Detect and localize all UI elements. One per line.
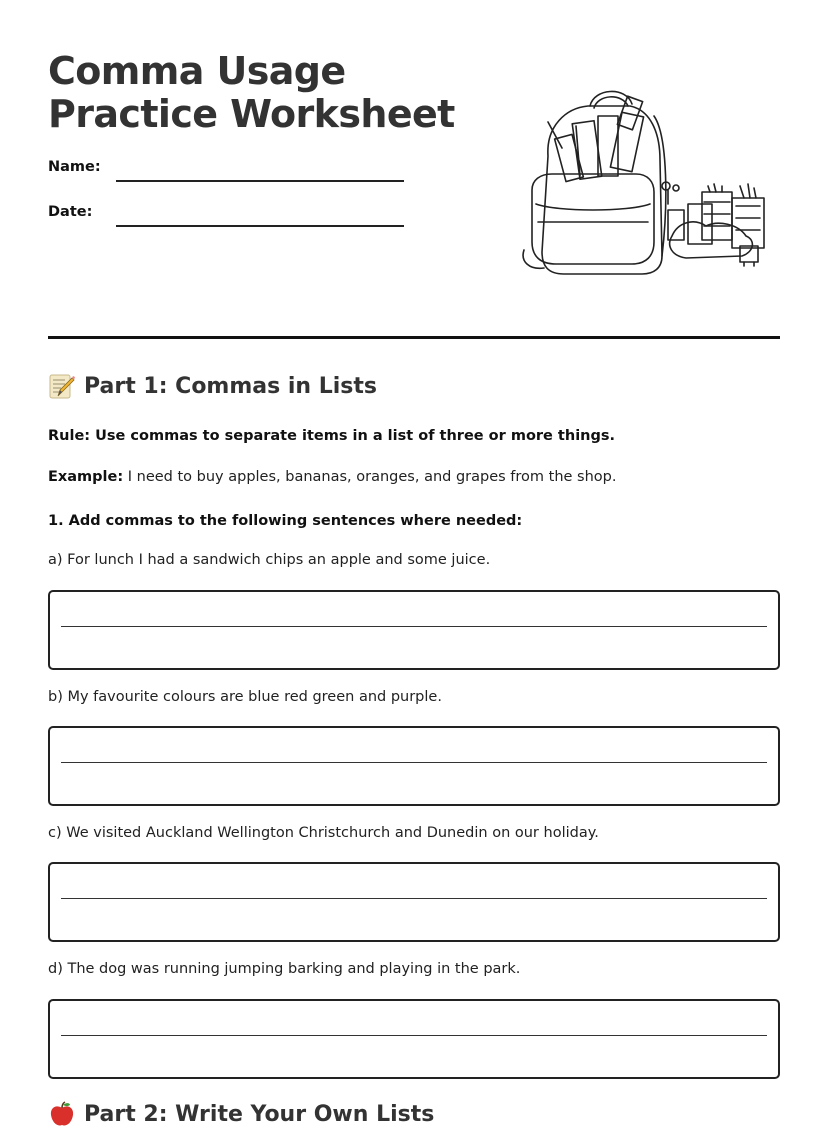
answer-box-d[interactable] bbox=[48, 999, 780, 1079]
pencil-memo-icon bbox=[48, 372, 76, 400]
answer-line bbox=[61, 626, 767, 627]
part2-heading bbox=[48, 1100, 434, 1128]
part1-heading bbox=[48, 372, 377, 400]
example-label: Example: bbox=[48, 469, 124, 485]
rule-text: Rule: Use commas to separate items in a list of three or more things. bbox=[48, 428, 616, 444]
backpack-illustration bbox=[518, 86, 770, 278]
worksheet-title: Comma Usage Practice Worksheet bbox=[48, 49, 455, 136]
answer-line bbox=[61, 762, 767, 763]
example-line bbox=[48, 469, 616, 485]
answer-box-a[interactable] bbox=[48, 590, 780, 670]
instruction-text: 1. Add commas to the following sentences where needed: bbox=[48, 513, 523, 529]
date-input-line[interactable] bbox=[116, 225, 404, 227]
example-text: I need to buy apples, bananas, oranges, and grapes from the shop. bbox=[123, 469, 617, 485]
answer-box-b[interactable] bbox=[48, 726, 780, 806]
section-divider bbox=[48, 336, 780, 339]
apple-icon bbox=[48, 1100, 76, 1128]
part1-title: Part 1: Commas in Lists bbox=[84, 373, 378, 399]
part2-title: Part 2: Write Your Own Lists bbox=[84, 1101, 435, 1127]
answer-line bbox=[61, 898, 767, 899]
answer-line bbox=[61, 1035, 767, 1036]
name-input-line[interactable] bbox=[116, 180, 404, 182]
question-b: b) My favourite colours are blue red green and purple. bbox=[48, 689, 442, 705]
question-c: c) We visited Auckland Wellington Christchurch and Dunedin on our holiday. bbox=[48, 825, 599, 841]
name-label: Name: bbox=[48, 159, 101, 175]
date-label: Date: bbox=[48, 204, 93, 220]
question-a: a) For lunch I had a sandwich chips an apple and some juice. bbox=[48, 552, 491, 568]
answer-box-c[interactable] bbox=[48, 862, 780, 942]
question-d: d) The dog was running jumping barking and playing in the park. bbox=[48, 961, 521, 977]
